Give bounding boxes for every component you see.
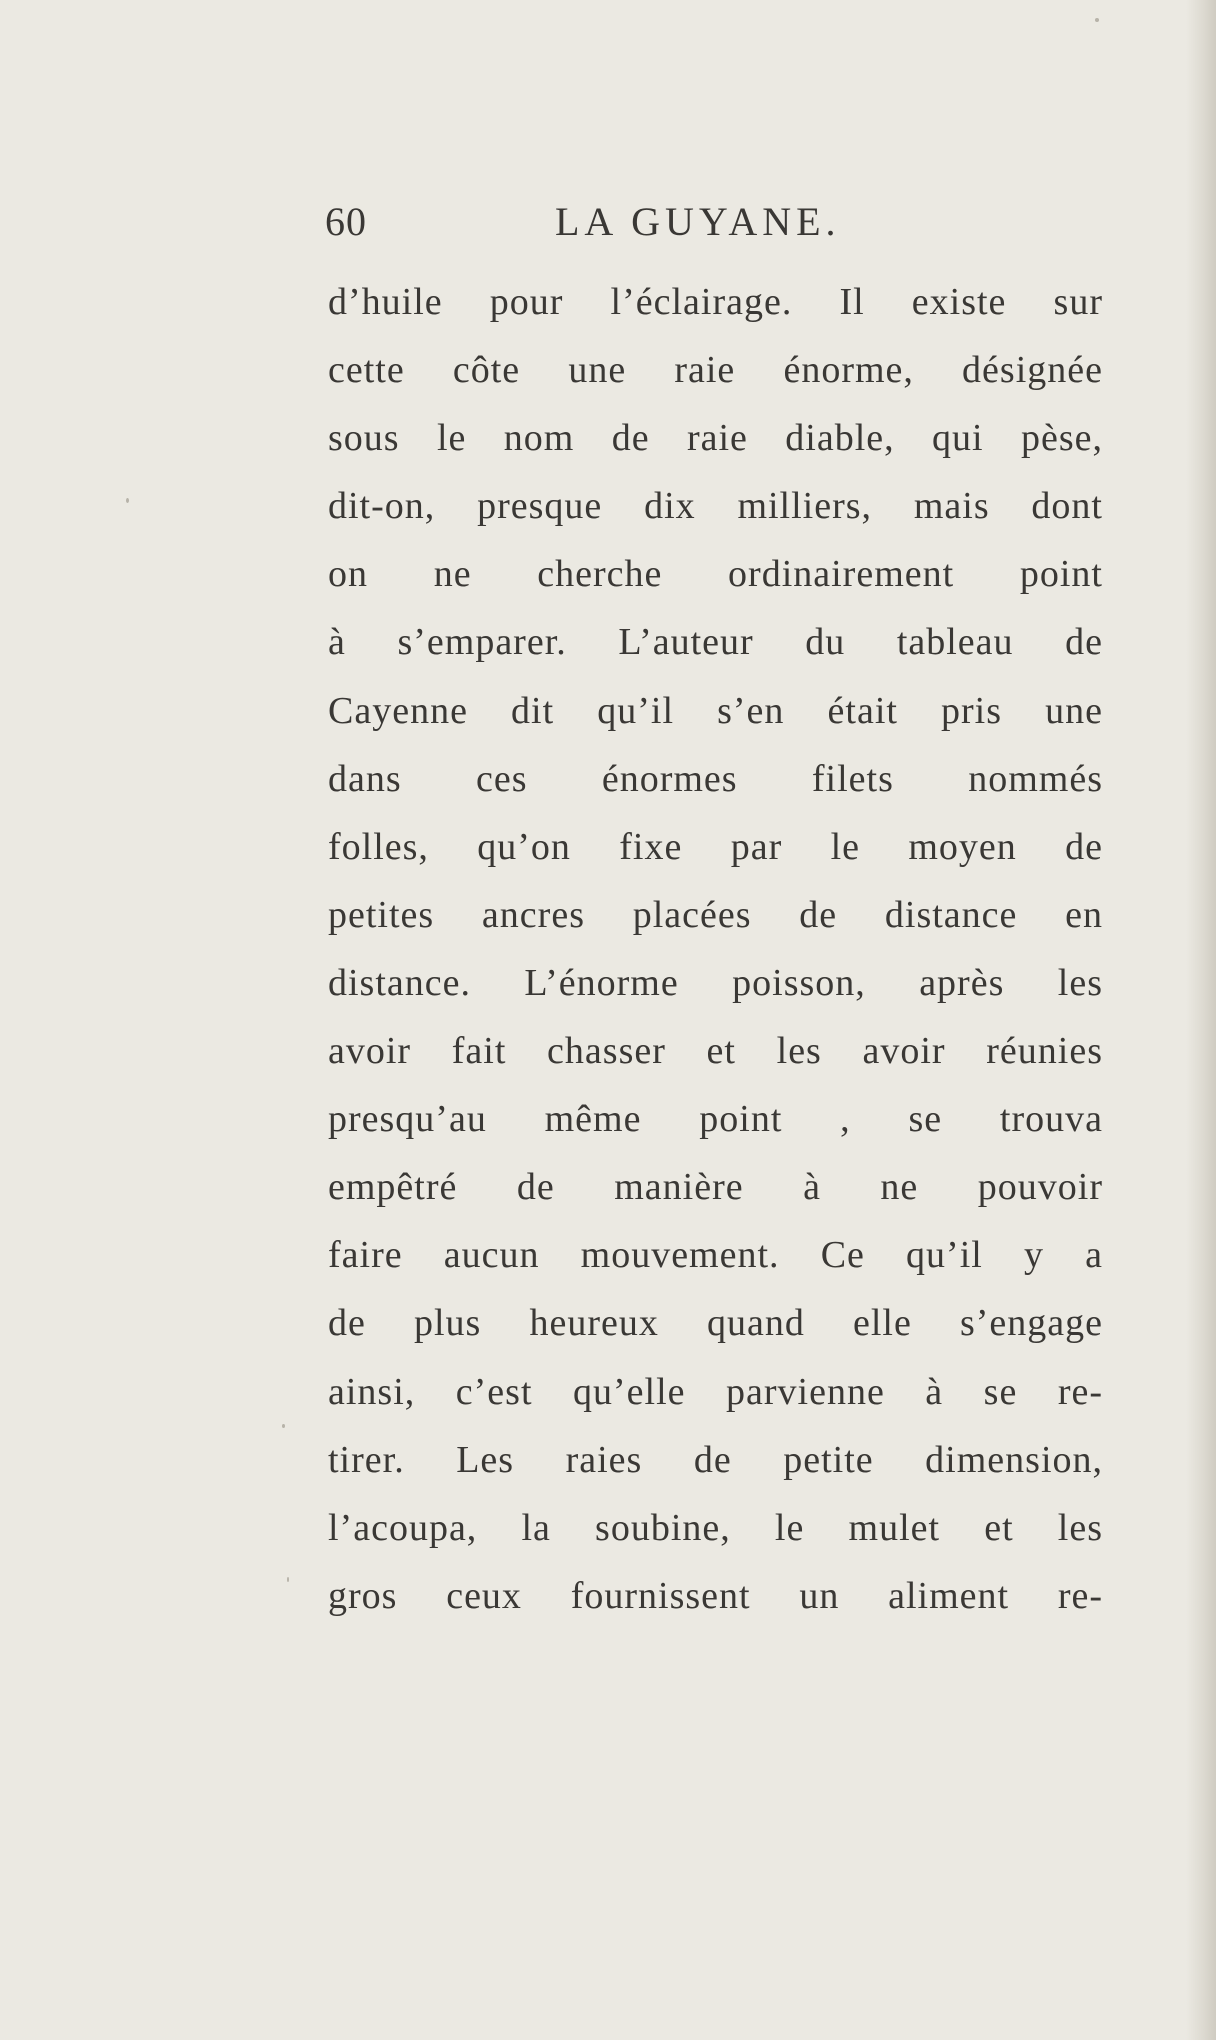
paper-speck	[126, 498, 129, 503]
text-line: dans ces énormes filets nommés	[328, 757, 1103, 800]
text-line: dit-on, presque dix milliers, mais dont	[328, 485, 1103, 528]
paper-speck	[1095, 18, 1099, 22]
text-line: de plus heureux quand elle s’engage	[328, 1302, 1103, 1345]
running-title: LA GUYANE.	[555, 199, 841, 244]
text-line: tirer. Les raies de petite dimension,	[328, 1438, 1103, 1481]
text-line: on ne cherche ordinairement point	[328, 553, 1103, 596]
page-header	[325, 198, 1115, 254]
text-line: cette côte une raie énorme, désignée	[328, 349, 1103, 392]
text-line: gros ceux fournissent un aliment re-	[328, 1574, 1103, 1617]
text-line: presqu’au même point , se trouva	[328, 1098, 1103, 1141]
page-number: 60	[325, 199, 367, 244]
text-line: sous le nom de raie diable, qui pèse,	[328, 417, 1103, 460]
paper-speck	[287, 1577, 289, 1582]
text-line: folles, qu’on fixe par le moyen de	[328, 825, 1103, 868]
text-line: faire aucun mouvement. Ce qu’il y a	[328, 1234, 1103, 1277]
paper-speck	[282, 1424, 285, 1428]
text-line: à s’emparer. L’auteur du tableau de	[328, 621, 1103, 664]
text-line: empêtré de manière à ne pouvoir	[328, 1166, 1103, 1209]
text-line: ainsi, c’est qu’elle parvienne à se re-	[328, 1370, 1103, 1413]
text-line: Cayenne dit qu’il s’en était pris une	[328, 689, 1103, 732]
text-line: distance. L’énorme poisson, après les	[328, 961, 1103, 1004]
body-text	[328, 268, 1103, 1630]
page-edge-shadow	[1186, 0, 1216, 2040]
text-line: l’acoupa, la soubine, le mulet et les	[328, 1506, 1103, 1549]
text-line: petites ancres placées de distance en	[328, 893, 1103, 936]
text-line: avoir fait chasser et les avoir réunies	[328, 1030, 1103, 1073]
text-line: d’huile pour l’éclairage. Il existe sur	[328, 281, 1103, 323]
